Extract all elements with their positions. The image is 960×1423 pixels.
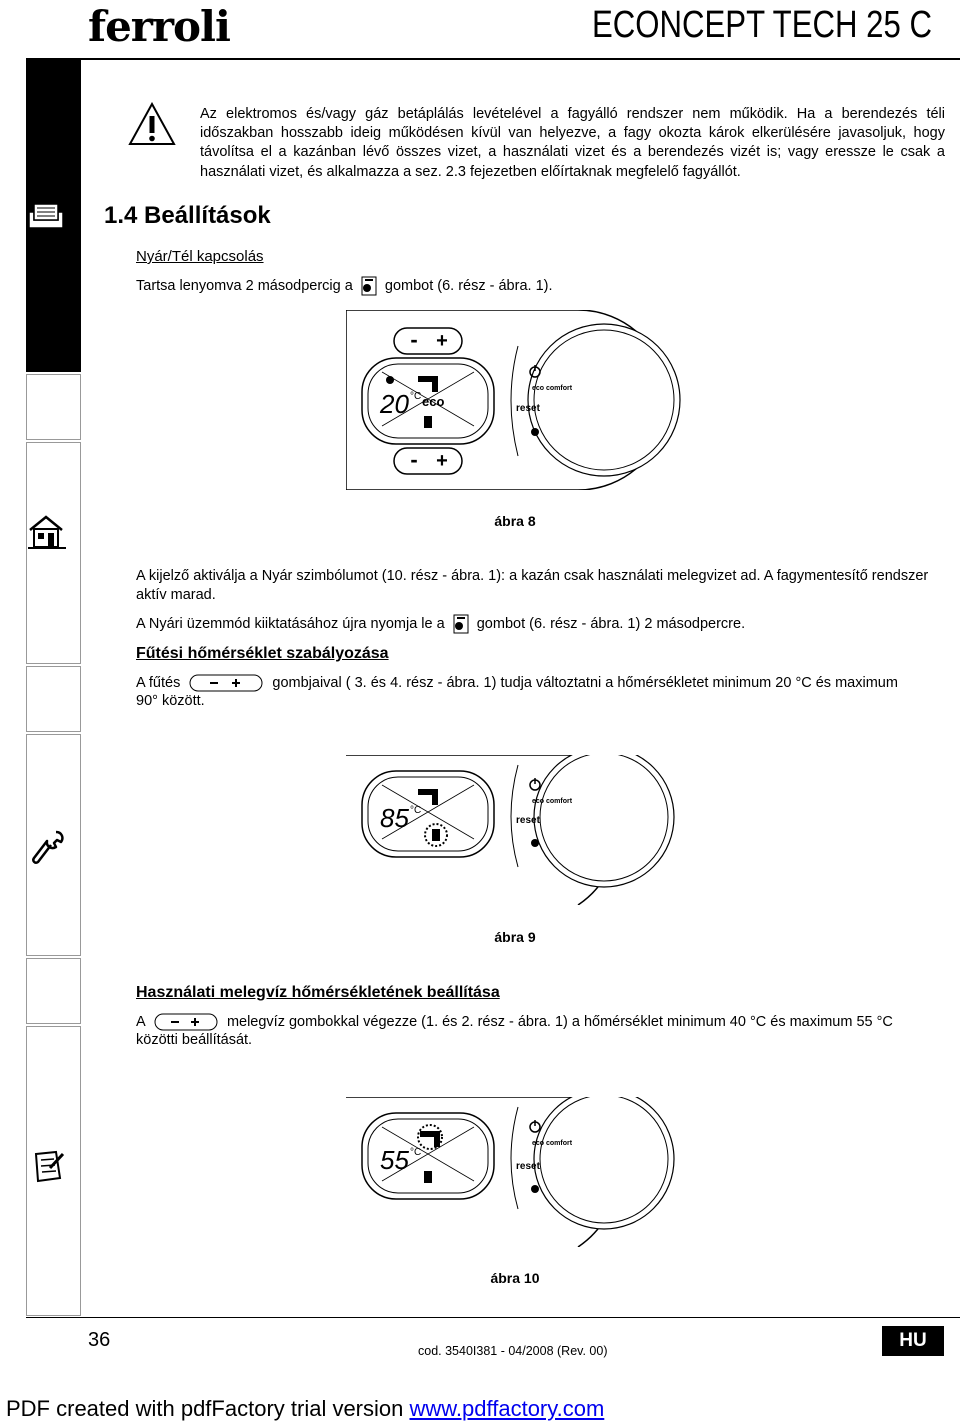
dhw-after: melegvíz gombokkal végezze (1. és 2. rész - ábra. 1) a hőmérséklet minimum 40 °C és maximum 55 °C xyxy=(226,1013,893,1030)
language-badge: HU xyxy=(882,1326,944,1356)
summer-off-line xyxy=(136,613,745,635)
dhw-before: A xyxy=(136,1013,145,1030)
header-rule xyxy=(26,58,960,60)
fig8-eco: eco xyxy=(422,394,445,409)
section-title: 1.4 Beállítások xyxy=(104,202,271,229)
heating-buttons-icon xyxy=(188,673,264,693)
fig10-temp: 55 xyxy=(380,1145,409,1175)
fig10-reset: reset xyxy=(516,1161,540,1172)
side-tab-6[interactable] xyxy=(26,958,81,1024)
fig10-eco-comfort: eco comfort xyxy=(532,1140,573,1147)
fig8-caption: ábra 8 xyxy=(494,513,536,529)
model-title: ECONCEPT TECH 25 C xyxy=(592,4,932,46)
page-number: 36 xyxy=(88,1329,111,1351)
control-panel-fig8 xyxy=(346,310,696,490)
user-armchair-icon xyxy=(25,198,67,234)
dhw-line xyxy=(136,1012,893,1032)
heating-line xyxy=(136,673,898,693)
summer-winter-line xyxy=(136,275,553,297)
fig10-caption: ábra 10 xyxy=(490,1270,540,1286)
pdf-banner-text: PDF created with pdfFactory trial version xyxy=(6,1396,410,1421)
heating-heading: Fűtési hőmérséklet szabályozása xyxy=(136,645,389,662)
fig8-eco-comfort: eco comfort xyxy=(532,385,573,392)
brand-logo: ferroli xyxy=(88,2,230,51)
fig9-caption: ábra 9 xyxy=(494,929,536,945)
checklist-icon xyxy=(30,1148,66,1184)
footer-rule xyxy=(26,1317,960,1318)
warning-triangle-icon xyxy=(128,102,176,146)
fig8-temp: 20 xyxy=(380,389,409,419)
side-tab-4[interactable] xyxy=(26,666,81,732)
side-tab-installer[interactable] xyxy=(26,442,81,664)
side-tab-2[interactable] xyxy=(26,374,81,440)
installer-house-icon xyxy=(26,514,68,550)
fig8-reset: reset xyxy=(516,403,540,414)
dhw-heading: Használati melegvíz hőmérsékletének beállítása xyxy=(136,984,500,1001)
fig8-heat-plus: + xyxy=(436,330,448,352)
fig9-unit: °C xyxy=(410,805,422,816)
summer-off-button-icon xyxy=(451,613,471,635)
heating-before: A fűtés xyxy=(136,674,181,691)
warning-text: Az elektromos és/vagy gáz betáplálás levételével a fagyálló rendszer nem működik. Ha a berendezés téli időszakban hosszabb ideig működésen kívül van helyezve, a fagy okozta károk elkerülésére javasoljuk, hogy távolítsa el a kazánban lévő összes vizet, a használati vizet és a berendezés vizét is; vagy eressze le csak a használati vizet, és alkalmazza a sez. 2.3 fejezetben előírtaknak megfelelő fagyállót. xyxy=(200,106,945,180)
fig9-reset: reset xyxy=(516,815,540,826)
summer-off-after: gombot (6. rész - ábra. 1) 2 másodpercre. xyxy=(476,615,746,632)
heating-after: gombjaival ( 3. és 4. rész - ábra. 1) tudja változtatni a hőmérsékletet minimum 20 °C és maximum xyxy=(272,674,898,691)
fig8-dhw-minus: - xyxy=(410,447,418,472)
pdf-banner-link[interactable]: www.pdffactory.com xyxy=(409,1396,605,1421)
summer-off-before: A Nyári üzemmód kiiktatásához újra nyomja le a xyxy=(136,615,445,632)
summer-winter-after: gombot (6. rész - ábra. 1). xyxy=(384,277,553,294)
summer-winter-before: Tartsa lenyomva 2 másodpercig a xyxy=(136,277,353,294)
summer-winter-heading: Nyár/Tél kapcsolás xyxy=(136,248,264,265)
dhw-buttons-icon xyxy=(153,1012,219,1032)
fig9-eco-comfort: eco comfort xyxy=(532,798,573,805)
fig9-temp: 85 xyxy=(380,803,409,833)
control-panel-fig9 xyxy=(346,755,696,905)
dhw-line2: közötti beállítását. xyxy=(136,1032,253,1048)
fig8-dhw-plus: + xyxy=(436,450,448,472)
fig8-unit: °C xyxy=(410,391,422,402)
fig8-heat-minus: - xyxy=(410,327,418,352)
wrench-icon xyxy=(30,828,66,868)
fig10-unit: °C xyxy=(410,1147,422,1158)
summer-winter-button-icon xyxy=(359,275,379,297)
document-code: cod. 3540I381 - 04/2008 (Rev. 00) xyxy=(418,1344,608,1358)
control-panel-fig10 xyxy=(346,1097,696,1247)
summer-desc: A kijelző aktiválja a Nyár szimbólumot (10. rész - ábra. 1): a kazán csak használati melegvizet ad. A fagymentesítő rendszer aktív marad. xyxy=(136,568,929,603)
heating-line2: 90° között. xyxy=(136,693,205,709)
pdf-banner xyxy=(6,1396,604,1422)
